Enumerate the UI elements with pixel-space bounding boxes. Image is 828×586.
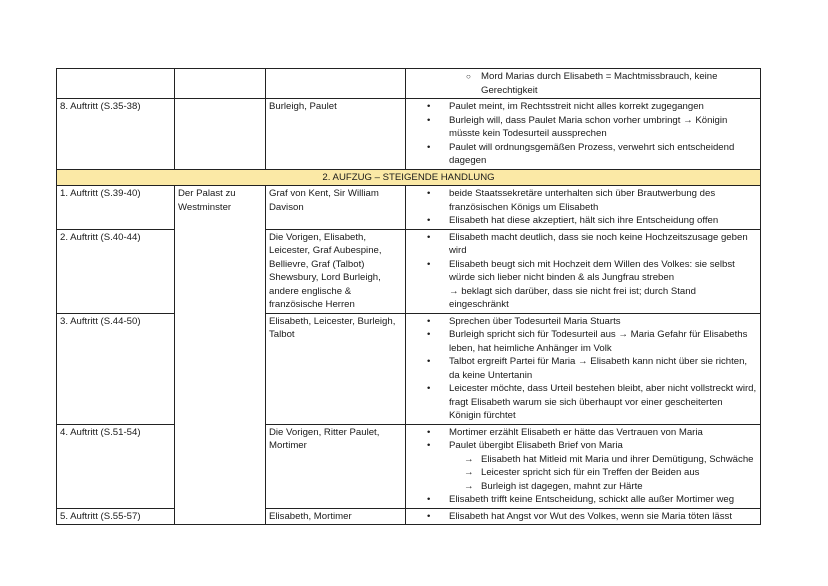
act-cell: 4. Auftritt (S.51-54) — [57, 424, 175, 508]
table-row — [57, 508, 761, 525]
note-item — [409, 315, 757, 329]
note-item — [409, 480, 757, 494]
notes-list — [409, 70, 757, 97]
note-item — [409, 382, 757, 423]
persons-cell: Graf von Kent, Sir William Davison — [266, 186, 406, 230]
notes-list — [409, 315, 757, 423]
note-text: Paulet will ordnungsgemäßen Prozess, verwehrt sich entscheidend dagegen — [449, 141, 735, 166]
scene-overview-table — [56, 68, 761, 525]
notes-cell — [406, 229, 761, 313]
note-item — [409, 114, 757, 141]
note-item — [409, 187, 757, 214]
table-row — [57, 229, 761, 313]
note-text: Paulet übergibt Elisabeth Brief von Maria — [449, 440, 623, 451]
act-cell: 1. Auftritt (S.39-40) — [57, 186, 175, 230]
notes-cell — [406, 424, 761, 508]
notes-cell — [406, 313, 761, 424]
note-item — [409, 328, 757, 355]
persons-cell — [266, 69, 406, 99]
note-item — [409, 453, 757, 467]
note-text: Elisabeth hat diese akzeptiert, hält sich ihre Entscheidung offen — [449, 215, 719, 226]
table-row — [57, 424, 761, 508]
note-item — [409, 510, 757, 524]
section-title: 2. AUFZUG – STEIGENDE HANDLUNG — [57, 169, 761, 186]
act-cell: 5. Auftritt (S.55-57) — [57, 508, 175, 525]
note-text: beide Staatssekretäre unterhalten sich über Brautwerbung des französischen Königs um Elisabeth — [449, 188, 716, 213]
note-item — [409, 231, 757, 258]
act-cell: 3. Auftritt (S.44-50) — [57, 313, 175, 424]
notes-list — [409, 510, 757, 524]
notes-cell — [406, 69, 761, 99]
place-cell: Der Palast zu Westminster — [175, 186, 266, 525]
note-item — [409, 466, 757, 480]
note-text: Talbot ergreift Partei für Maria → Elisabeth kann nicht über sie richten, da keine Untertanin — [449, 356, 748, 381]
note-text: Elisabeth beugt sich mit Hochzeit dem Willen des Volkes: sie selbst würde sich lieber nicht binden & als Jungfrau streben — [449, 258, 735, 283]
arrow-icon: → — [464, 480, 474, 492]
note-item — [409, 70, 757, 97]
note-item — [409, 258, 757, 285]
note-item — [409, 426, 757, 440]
table-row — [57, 186, 761, 230]
note-item — [409, 493, 757, 507]
persons-cell: Die Vorigen, Ritter Paulet, Mortimer — [266, 424, 406, 508]
note-text: Burleigh will, dass Paulet Maria schon vorher umbringt → Königin müsste kein Todesurteil aussprechen — [449, 114, 728, 139]
table-row — [57, 313, 761, 424]
persons-cell: Elisabeth, Mortimer — [266, 508, 406, 525]
notes-list — [409, 231, 757, 312]
note-text: Mortimer erzählt Elisabeth er hätte das Vertrauen von Maria — [449, 426, 703, 438]
arrow-icon: → — [464, 453, 474, 465]
note-text: Burleigh spricht sich für Todesurteil aus → Maria Gefahr für Elisabeths leben, hat heimliche Anhänger im Volk — [449, 329, 748, 354]
notes-list — [409, 100, 757, 168]
note-item — [409, 285, 757, 312]
note-text: Mord Marias durch Elisabeth = Machtmissbrauch, keine Gerechtigkeit — [481, 71, 718, 96]
notes-list — [409, 426, 757, 507]
place-cell — [175, 99, 266, 170]
note-text: Elisabeth trifft keine Entscheidung, schickt alle außer Mortimer weg — [449, 494, 735, 505]
section-header-row — [57, 169, 761, 186]
persons-cell: Burleigh, Paulet — [266, 99, 406, 170]
note-item — [409, 214, 757, 228]
note-item — [409, 141, 757, 168]
persons-cell: Elisabeth, Leicester, Burleigh, Talbot — [266, 313, 406, 424]
notes-cell — [406, 186, 761, 230]
note-text: Leicester möchte, dass Urteil bestehen bleibt, aber nicht vollstreckt wird, fragt Elisabeth warum sie sich überhaupt vor einer gescheiterten Königin fürchtet — [449, 383, 757, 421]
note-item — [409, 439, 757, 453]
place-cell — [175, 69, 266, 99]
table-row — [57, 99, 761, 170]
notes-cell — [406, 99, 761, 170]
note-text: Burleigh ist dagegen, mahnt zur Härte — [481, 480, 643, 492]
notes-list — [409, 187, 757, 228]
note-text: Sprechen über Todesurteil Maria Stuarts — [449, 315, 621, 327]
act-cell: 8. Auftritt (S.35-38) — [57, 99, 175, 170]
note-item — [409, 355, 757, 382]
notes-cell — [406, 508, 761, 525]
note-text: Paulet meint, im Rechtsstreit nicht alles korrekt zugegangen — [449, 101, 704, 112]
act-cell: 2. Auftritt (S.40-44) — [57, 229, 175, 313]
note-item — [409, 100, 757, 114]
note-text: Leicester spricht sich für ein Treffen der Beiden aus — [481, 467, 700, 478]
note-text: Elisabeth macht deutlich, dass sie noch keine Hochzeitszusage geben wird — [449, 231, 748, 256]
persons-cell: Die Vorigen, Elisabeth, Leicester, Graf Aubespine, Bellievre, Graf (Talbot) Shewsbury, Lord Burleigh, andere englische & französische Herren — [266, 229, 406, 313]
note-text: Elisabeth hat Angst vor Wut des Volkes, wenn sie Maria töten lässt — [449, 510, 732, 522]
act-cell — [57, 69, 175, 99]
arrow-icon: → — [464, 467, 474, 478]
note-text: → beklagt sich darüber, dass sie nicht frei ist; durch Stand eingeschränkt — [449, 285, 696, 310]
note-text: Elisabeth hat Mitleid mit Maria und ihrer Demütigung, Schwäche — [481, 453, 754, 465]
table-row — [57, 69, 761, 99]
